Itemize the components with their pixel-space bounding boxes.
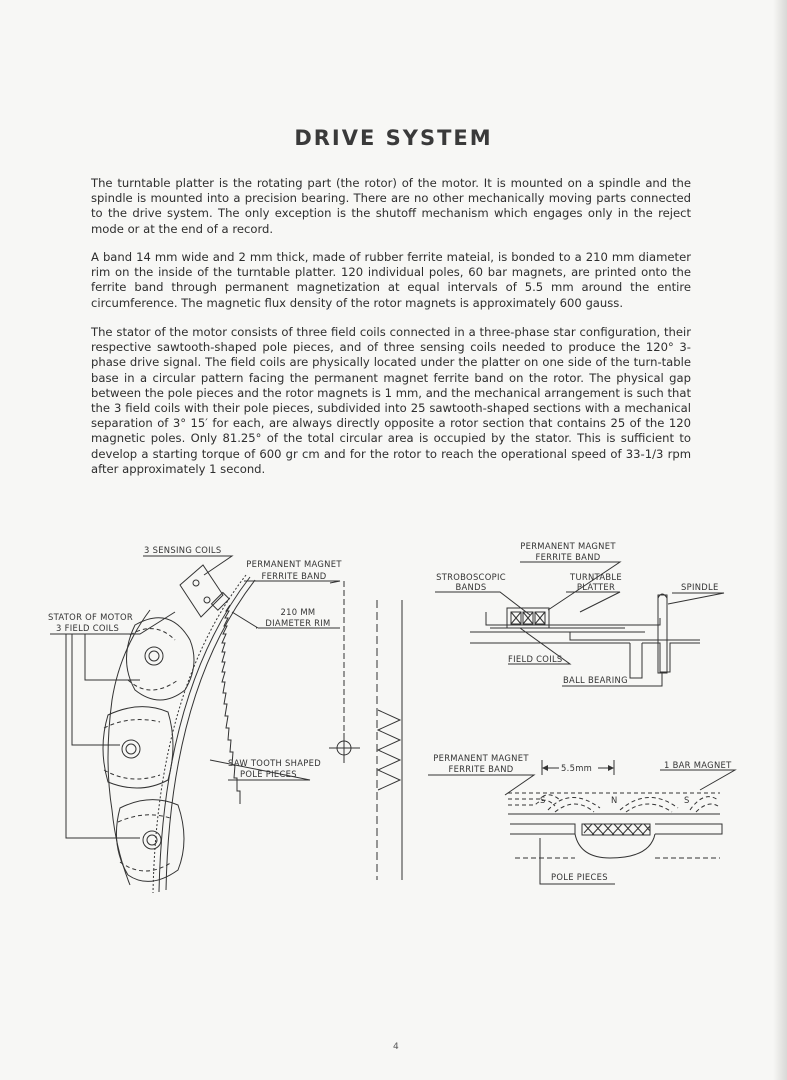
page-number: 4 bbox=[393, 1042, 399, 1052]
label-rim-line2: DIAMETER RIM bbox=[265, 618, 331, 628]
label-ferrite-band-line1: PERMANENT MAGNET bbox=[246, 559, 342, 569]
label-ball-bearing: BALL BEARING bbox=[563, 675, 628, 685]
label-br-pole-pieces: POLE PIECES bbox=[551, 872, 608, 882]
label-ferrite-band-line2: FERRITE BAND bbox=[261, 571, 327, 581]
page-title: DRIVE SYSTEM bbox=[294, 126, 493, 150]
label-bar-magnet: 1 BAR MAGNET bbox=[664, 760, 732, 770]
label-tr-ferrite-line2: FERRITE BAND bbox=[535, 552, 601, 562]
label-pole-s-left: S bbox=[540, 795, 546, 805]
paragraph-stator: The stator of the motor consists of three field coils connected in a three-phase star configuration, their respective sawtooth-shaped pole pieces, and of three sensing coils needed to produce the 120° 3-phase drive signal. The field coils are physically located under the platter on one side of the turn-table base in a circular pattern facing the permanent magnet ferrite band on the rotor. The physical gap between the pole pieces and the rotor magnets is 1 mm, and the mechanical arrangement is such that the 3 field coils with their pole pieces, subdivided into 25 sawtooth-shaped sections with a mechanical separation of 3° 15′ for each, are always directly opposite a rotor section that contains 25 of the 120 magnetic poles. Only 81.25° of the total circular area is occupied by the stator. This is sufficient to develop a starting torque of 600 gr cm and for the rotor to reach the operational speed of 33-1/3 rpm after approximately 1 second. bbox=[91, 325, 691, 476]
paragraph-rotor: The turntable platter is the rotating part (the rotor) of the motor. It is mounted on a spindle and the spindle is mounted into a precision bearing. There are no other mechanically moving parts connected to the drive system. The only exception is the shutoff mechanism which engages only in the reject mode or at the end of a record. bbox=[91, 176, 691, 236]
label-br-ferrite-line1: PERMANENT MAGNET bbox=[433, 753, 529, 763]
label-spacing: 5.5mm bbox=[561, 763, 593, 773]
label-stator-line2: 3 FIELD COILS bbox=[56, 623, 120, 633]
label-pole-s-right: S bbox=[684, 795, 690, 805]
label-field-coils: FIELD COILS bbox=[508, 654, 563, 664]
label-sensing-coils: 3 SENSING COILS bbox=[144, 545, 222, 555]
label-pole-pieces-line2: POLE PIECES bbox=[240, 769, 297, 779]
label-strobo-line2: BANDS bbox=[455, 582, 487, 592]
label-spindle: SPINDLE bbox=[681, 582, 719, 592]
label-platter-line1: TURNTABLE bbox=[570, 572, 622, 582]
label-tr-ferrite-line1: PERMANENT MAGNET bbox=[520, 541, 616, 551]
label-strobo-line1: STROBOSCOPIC bbox=[436, 572, 506, 582]
paragraph-ferrite-band: A band 14 mm wide and 2 mm thick, made of rubber ferrite mateial, is bonded to a 210 mm diameter rim on the inside of the turntable platter. 120 individual poles, 60 bar magnets, are printed onto the ferrite band through permanent magnetization at equal intervals of 5.5 mm around the entire circumference. The magnetic flux density of the rotor magnets is approximately 600 gauss. bbox=[91, 250, 691, 310]
label-rim-line1: 210 MM bbox=[280, 607, 316, 617]
label-pole-n: N bbox=[611, 795, 618, 805]
label-platter-line2: PLATTER bbox=[576, 582, 616, 592]
label-br-ferrite-line2: FERRITE BAND bbox=[448, 764, 514, 774]
label-stator-line1: STATOR OF MOTOR bbox=[48, 612, 133, 622]
label-pole-pieces-line1: SAW TOOTH SHAPED bbox=[228, 758, 321, 768]
